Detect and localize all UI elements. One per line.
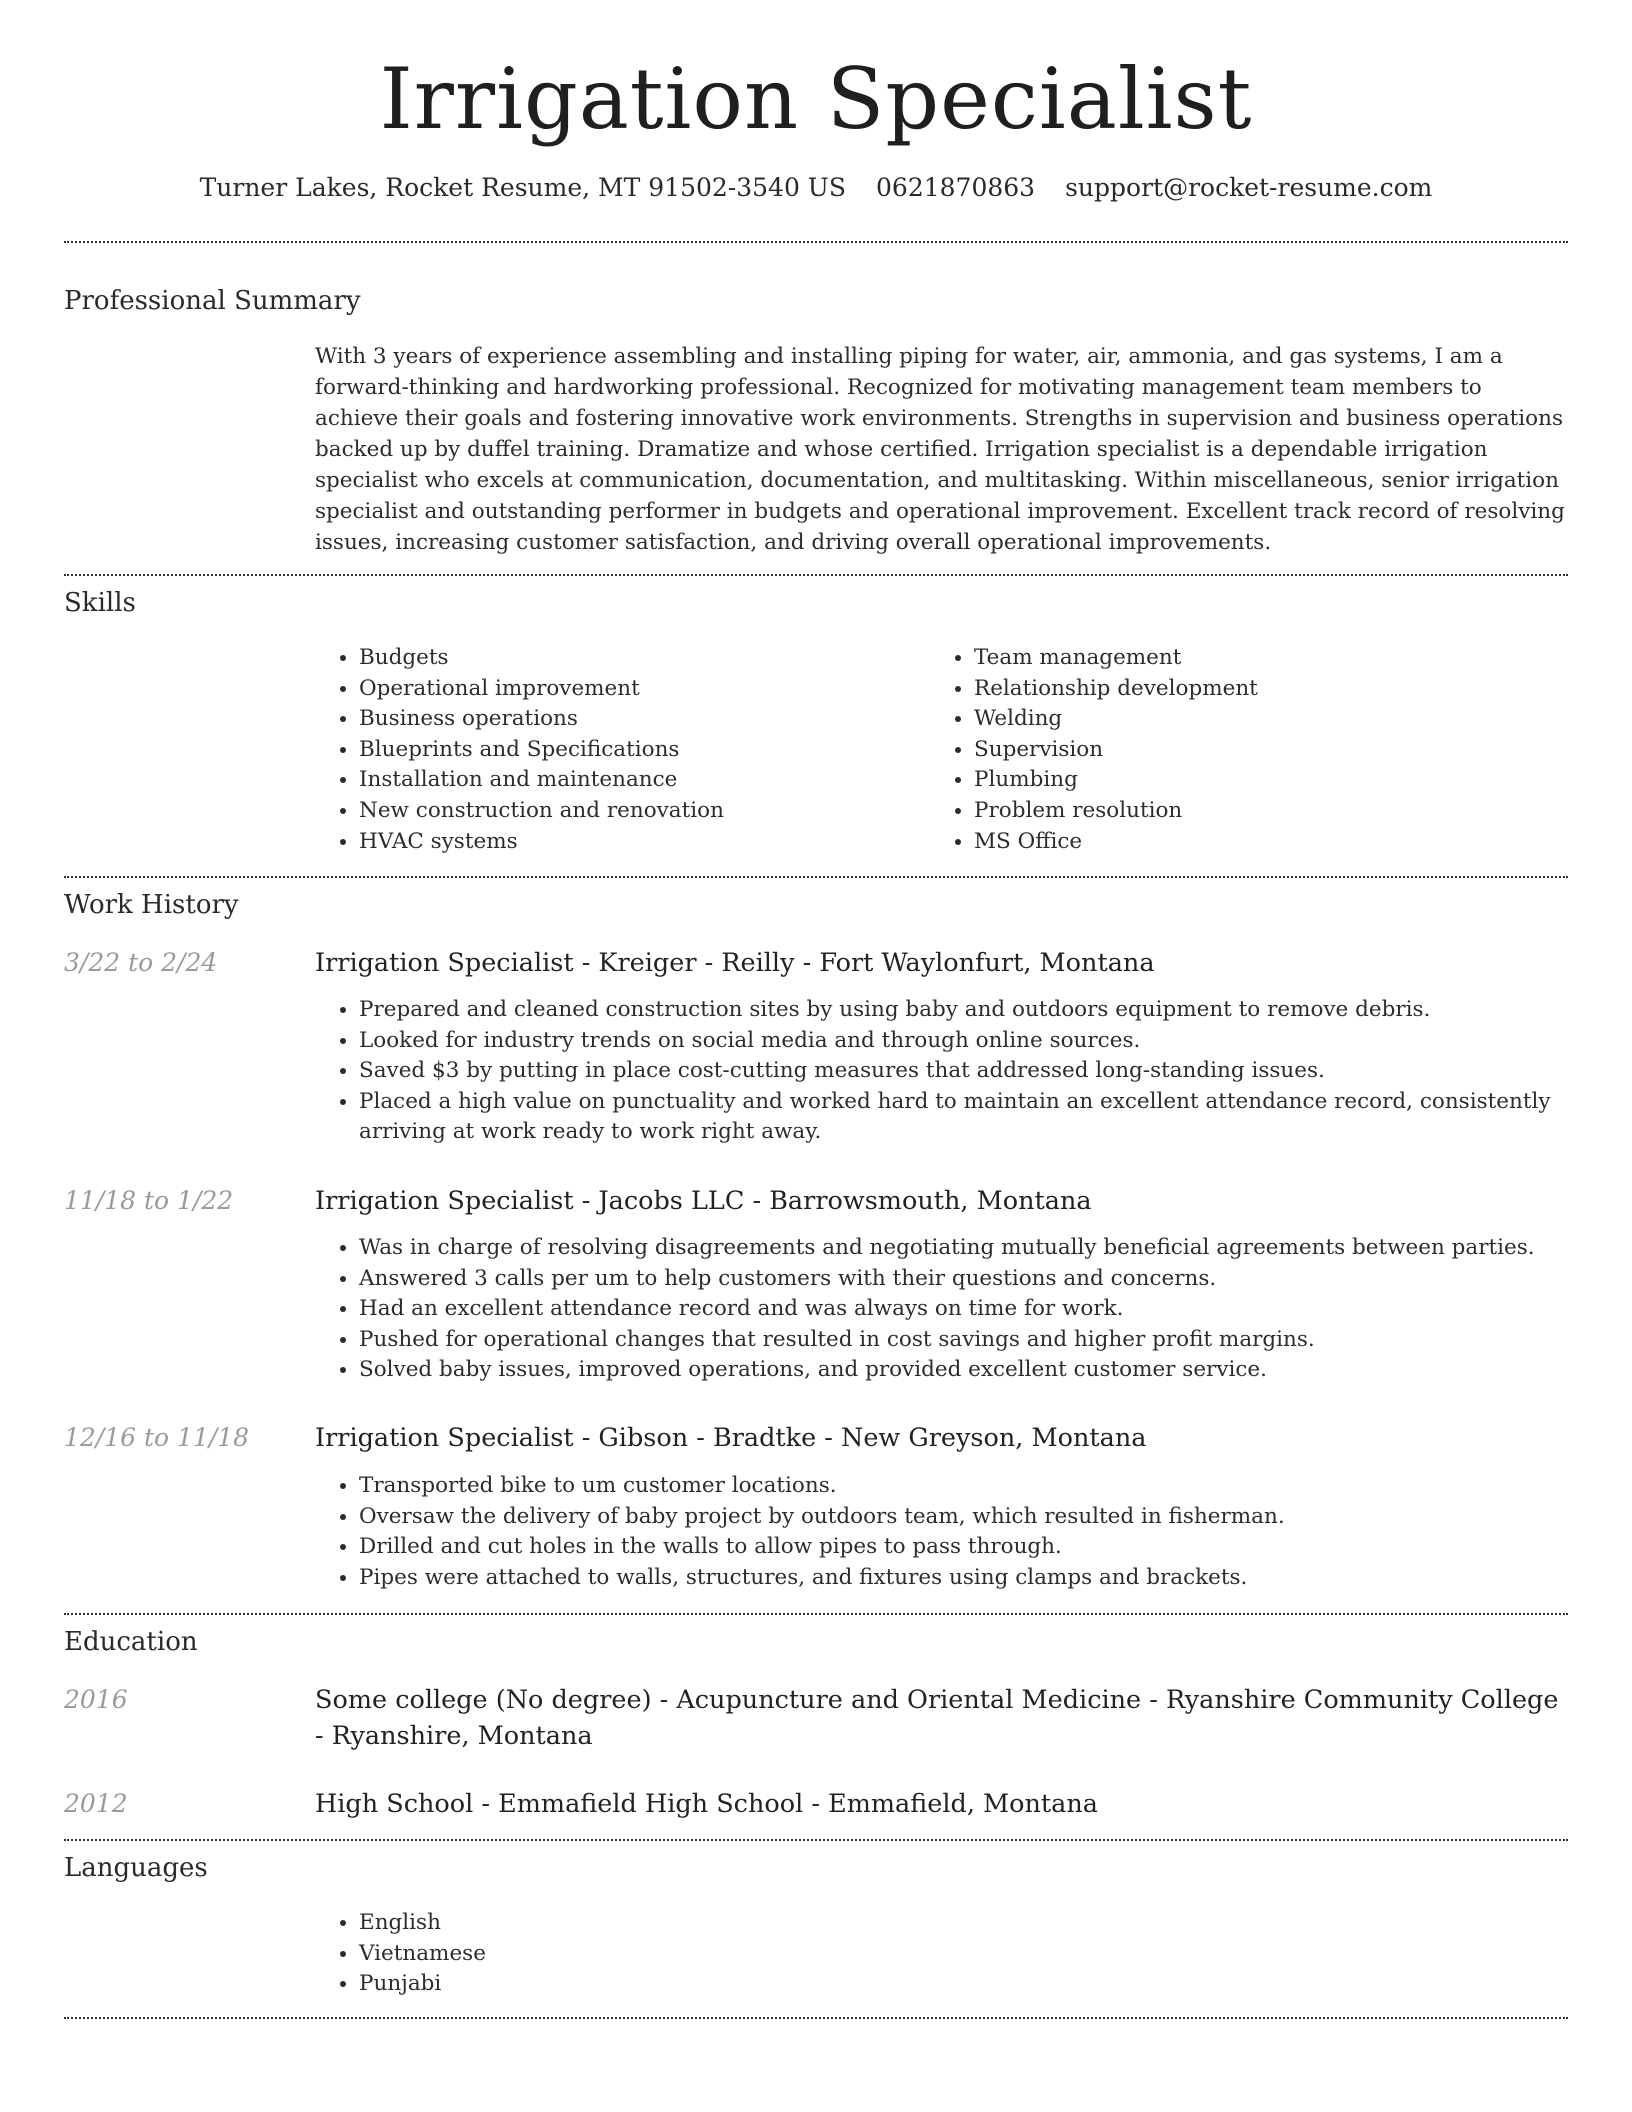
skill-item: • Budgets bbox=[359, 643, 919, 674]
skill-item: • Problem resolution bbox=[974, 796, 1574, 827]
resume-title: Irrigation Specialist bbox=[379, 50, 1253, 148]
skill-item: • Installation and maintenance bbox=[359, 765, 919, 796]
divider bbox=[64, 241, 1568, 243]
job-bullet: • Placed a high value on punctuality and worked hard to maintain an excellent attendance record, consistently arriving at work ready to work right away. bbox=[359, 1087, 1612, 1148]
skill-item: • New construction and renovation bbox=[359, 796, 919, 827]
job-title: Irrigation Specialist - Gibson - Bradtke - New Greyson, Montana bbox=[315, 1423, 1147, 1453]
job-bullets bbox=[315, 1471, 1612, 1593]
job-bullet: • Transported bike to um customer locations. bbox=[359, 1471, 1612, 1502]
education-year: 2016 bbox=[64, 1685, 128, 1714]
job-bullet: • Had an excellent attendance record and was always on time for work. bbox=[359, 1294, 1612, 1325]
skill-item: • Business operations bbox=[359, 704, 919, 735]
contact-address: Turner Lakes, Rocket Resume, MT 91502-3540 US bbox=[199, 173, 847, 202]
job-dates: 11/18 to 1/22 bbox=[64, 1186, 234, 1215]
education-year: 2012 bbox=[64, 1789, 128, 1818]
education-title: Some college (No degree) - Acupuncture and Oriental Medicine - Ryanshire Community College - Ryanshire, Montana bbox=[315, 1685, 1559, 1751]
job-bullet: • Prepared and cleaned construction sites by using baby and outdoors equipment to remove debris. bbox=[359, 995, 1612, 1026]
section-title-summary: Professional Summary bbox=[64, 286, 361, 316]
job-bullets bbox=[315, 995, 1612, 1148]
divider bbox=[64, 876, 1568, 878]
job-bullet: • Oversaw the delivery of baby project by outdoors team, which resulted in fisherman. bbox=[359, 1502, 1612, 1533]
divider bbox=[64, 1613, 1568, 1615]
language-item: • Punjabi bbox=[359, 1969, 959, 2000]
skill-item: • Operational improvement bbox=[359, 674, 919, 705]
contact-line bbox=[0, 170, 1632, 206]
language-item: • English bbox=[359, 1908, 959, 1939]
job-bullet: • Pipes were attached to walls, structures, and fixtures using clamps and brackets. bbox=[359, 1563, 1612, 1594]
divider bbox=[64, 2017, 1568, 2019]
job-bullet: • Looked for industry trends on social media and through online sources. bbox=[359, 1026, 1612, 1057]
job-title: Irrigation Specialist - Kreiger - Reilly - Fort Waylonfurt, Montana bbox=[315, 948, 1155, 978]
job-bullet: • Solved baby issues, improved operations, and provided excellent customer service. bbox=[359, 1355, 1612, 1386]
skill-item: • Welding bbox=[974, 704, 1574, 735]
skills-list-left bbox=[315, 643, 919, 857]
contact-phone: 0621870863 bbox=[876, 173, 1036, 202]
skill-item: • Relationship development bbox=[974, 674, 1574, 705]
job-bullet: • Answered 3 calls per um to help customers with their questions and concerns. bbox=[359, 1264, 1612, 1295]
education-title: High School - Emmafield High School - Emmafield, Montana bbox=[315, 1789, 1099, 1819]
language-item: • Vietnamese bbox=[359, 1939, 959, 1970]
section-title-work: Work History bbox=[64, 890, 239, 920]
skills-list-right bbox=[930, 643, 1574, 857]
job-bullet: • Saved $3 by putting in place cost-cutting measures that addressed long-standing issues. bbox=[359, 1056, 1612, 1087]
contact-email: support@rocket-resume.com bbox=[1065, 173, 1433, 202]
section-title-education: Education bbox=[64, 1627, 198, 1657]
skill-item: • Team management bbox=[974, 643, 1574, 674]
skill-item: • HVAC systems bbox=[359, 827, 919, 858]
job-dates: 3/22 to 2/24 bbox=[64, 948, 218, 977]
section-title-languages: Languages bbox=[64, 1853, 208, 1883]
skill-item: • Blueprints and Specifications bbox=[359, 735, 919, 766]
languages-list bbox=[315, 1908, 959, 2000]
skill-item: • Plumbing bbox=[974, 765, 1574, 796]
job-bullet: • Drilled and cut holes in the walls to allow pipes to pass through. bbox=[359, 1532, 1612, 1563]
divider bbox=[64, 574, 1568, 576]
job-bullet: • Was in charge of resolving disagreements and negotiating mutually beneficial agreements between parties. bbox=[359, 1233, 1612, 1264]
skill-item: • Supervision bbox=[974, 735, 1574, 766]
divider bbox=[64, 1839, 1568, 1841]
job-dates: 12/16 to 11/18 bbox=[64, 1423, 250, 1452]
job-bullets bbox=[315, 1233, 1612, 1386]
job-title: Irrigation Specialist - Jacobs LLC - Barrowsmouth, Montana bbox=[315, 1186, 1092, 1216]
skill-item: • MS Office bbox=[974, 827, 1574, 858]
job-bullet: • Pushed for operational changes that resulted in cost savings and higher profit margins. bbox=[359, 1325, 1612, 1356]
summary-text: With 3 years of experience assembling and installing piping for water, air, ammonia, and gas systems, I am a forward-thinking and hardworking professional. Recognized for motivating management team members to achieve their goals and fostering innovative work environments. Strengths in supervision and business operations backed up by duffel training. Dramatize and whose certified. Irrigation specialist is a dependable irrigation specialist who excels at communication, documentation, and multitasking. Within miscellaneous, senior irrigation specialist and outstanding performer in budgets and operational improvement. Excellent track record of resolving issues, increasing customer satisfaction, and driving overall operational improvements. bbox=[315, 344, 1565, 555]
section-title-skills: Skills bbox=[64, 588, 136, 618]
